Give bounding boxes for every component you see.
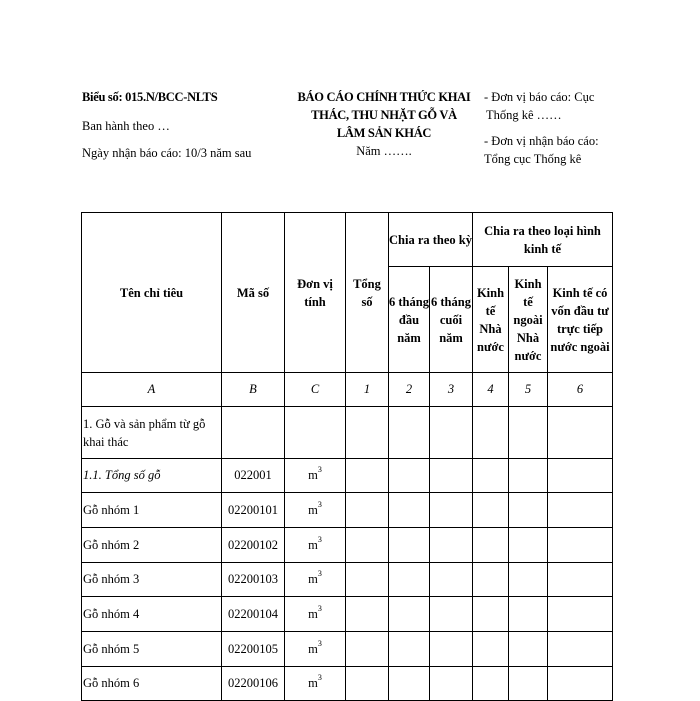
empty-cell xyxy=(473,632,509,667)
empty-cell xyxy=(346,528,389,563)
empty-cell xyxy=(473,407,509,459)
unit-superscript: 3 xyxy=(317,638,322,648)
col-group-economic-type: Chia ra theo loại hình kinh tế xyxy=(473,213,613,267)
empty-cell xyxy=(430,528,473,563)
report-title-line-3: LÂM SẢN KHÁC xyxy=(336,126,432,140)
reporting-unit-line-1: - Đơn vị báo cáo: Cục xyxy=(484,90,595,104)
empty-cell xyxy=(473,563,509,597)
row-code: 02200105 xyxy=(222,632,285,667)
col-header-fdi: Kinh tế có vốn đầu tư trực tiếp nước ngoài xyxy=(548,267,613,373)
table-row xyxy=(82,563,613,597)
empty-cell xyxy=(548,632,613,667)
empty-cell xyxy=(509,667,548,701)
unit-superscript: 3 xyxy=(317,603,322,613)
empty-cell xyxy=(509,459,548,493)
col-header-name: Tên chỉ tiêu xyxy=(82,213,222,373)
header-center xyxy=(282,88,486,160)
col-header-unit: Đơn vị tính xyxy=(285,213,346,373)
empty-cell xyxy=(548,563,613,597)
unit-superscript: 3 xyxy=(317,499,322,509)
row-name: Gỗ nhóm 4 xyxy=(82,597,222,632)
col-letter: 1 xyxy=(346,373,389,407)
row-code: 02200106 xyxy=(222,667,285,701)
form-code: Biểu số: 015.N/BCC-NLTS xyxy=(82,90,218,104)
issued-by: Ban hành theo … xyxy=(82,119,170,133)
empty-cell xyxy=(389,563,430,597)
table-row xyxy=(82,493,613,528)
empty-cell xyxy=(430,407,473,459)
row-unit xyxy=(285,493,346,528)
col-header-first-half: 6 tháng đầu năm xyxy=(389,267,430,373)
table-row xyxy=(82,459,613,493)
unit-superscript: 3 xyxy=(317,569,322,578)
report-table xyxy=(81,212,613,701)
empty-cell xyxy=(346,597,389,632)
empty-cell xyxy=(509,597,548,632)
row-name: 1.1. Tổng số gỗ xyxy=(82,459,222,493)
unit-text: m xyxy=(308,606,318,621)
header-left xyxy=(82,88,282,162)
receive-date: Ngày nhận báo cáo: 10/3 năm sau xyxy=(82,146,252,160)
col-letter: 4 xyxy=(473,373,509,407)
empty-cell xyxy=(389,597,430,632)
col-letter: B xyxy=(222,373,285,407)
row-unit xyxy=(285,528,346,563)
empty-cell xyxy=(548,667,613,701)
empty-cell xyxy=(548,528,613,563)
col-header-state: Kinh tế Nhà nước xyxy=(473,267,509,373)
report-year: Năm ……. xyxy=(356,144,412,158)
empty-cell xyxy=(389,407,430,459)
empty-cell xyxy=(430,667,473,701)
empty-cell xyxy=(509,563,548,597)
unit-text: m xyxy=(308,641,318,656)
section-row xyxy=(82,407,613,459)
empty-cell xyxy=(548,597,613,632)
header-right xyxy=(484,88,654,168)
col-header-nonstate: Kinh tế ngoài Nhà nước xyxy=(509,267,548,373)
empty-cell xyxy=(389,493,430,528)
empty-cell xyxy=(430,493,473,528)
empty-cell xyxy=(473,667,509,701)
receiving-unit-line-2: Tổng cục Thống kê xyxy=(484,152,582,166)
empty-cell xyxy=(473,597,509,632)
empty-cell xyxy=(473,528,509,563)
reporting-unit-line-2: Thống kê …… xyxy=(486,108,562,122)
row-unit xyxy=(285,667,346,701)
row-name: Gỗ nhóm 2 xyxy=(82,528,222,563)
empty-cell xyxy=(346,459,389,493)
row-code: 02200102 xyxy=(222,528,285,563)
empty-cell xyxy=(389,632,430,667)
col-letter: 3 xyxy=(430,373,473,407)
empty-cell xyxy=(346,493,389,528)
table-row xyxy=(82,528,613,563)
unit-superscript: 3 xyxy=(317,534,322,544)
row-code: 02200103 xyxy=(222,563,285,597)
empty-cell xyxy=(430,459,473,493)
col-header-second-half: 6 tháng cuối năm xyxy=(430,267,473,373)
empty-cell xyxy=(509,493,548,528)
empty-cell xyxy=(346,563,389,597)
empty-cell xyxy=(548,407,613,459)
empty-cell xyxy=(222,407,285,459)
col-letter: C xyxy=(285,373,346,407)
row-code: 02200101 xyxy=(222,493,285,528)
row-code: 022001 xyxy=(222,459,285,493)
empty-cell xyxy=(430,597,473,632)
unit-superscript: 3 xyxy=(317,465,322,474)
empty-cell xyxy=(509,407,548,459)
empty-cell xyxy=(509,632,548,667)
row-unit xyxy=(285,459,346,493)
col-header-code: Mã số xyxy=(222,213,285,373)
empty-cell xyxy=(285,407,346,459)
empty-cell xyxy=(389,528,430,563)
table-row xyxy=(82,632,613,667)
col-letter: 2 xyxy=(389,373,430,407)
empty-cell xyxy=(548,459,613,493)
col-letter: 6 xyxy=(548,373,613,407)
section-1-label: 1. Gỗ và sản phẩm từ gỗ khai thác xyxy=(82,407,222,459)
table-row xyxy=(82,667,613,701)
empty-cell xyxy=(430,632,473,667)
row-name: Gỗ nhóm 6 xyxy=(82,667,222,701)
row-unit xyxy=(285,597,346,632)
empty-cell xyxy=(430,563,473,597)
unit-text: m xyxy=(308,502,318,517)
empty-cell xyxy=(389,459,430,493)
unit-text: m xyxy=(308,537,318,552)
empty-cell xyxy=(346,667,389,701)
empty-cell xyxy=(509,528,548,563)
col-letter: A xyxy=(82,373,222,407)
report-title-line-2: THÁC, THU NHẶT GỖ VÀ xyxy=(311,108,457,122)
col-header-total: Tổng số xyxy=(346,213,389,373)
empty-cell xyxy=(346,407,389,459)
unit-text: m xyxy=(308,468,318,482)
table-row xyxy=(82,597,613,632)
col-letter: 5 xyxy=(509,373,548,407)
row-unit xyxy=(285,632,346,667)
report-title-line-1: BÁO CÁO CHÍNH THỨC KHAI xyxy=(297,90,471,104)
empty-cell xyxy=(346,632,389,667)
row-name: Gỗ nhóm 5 xyxy=(82,632,222,667)
col-group-period: Chia ra theo kỳ xyxy=(389,213,473,267)
empty-cell xyxy=(473,459,509,493)
column-letters-row xyxy=(82,373,613,407)
unit-superscript: 3 xyxy=(317,673,322,682)
row-code: 02200104 xyxy=(222,597,285,632)
empty-cell xyxy=(389,667,430,701)
empty-cell xyxy=(548,493,613,528)
row-unit xyxy=(285,563,346,597)
row-name: Gỗ nhóm 1 xyxy=(82,493,222,528)
receiving-unit-line-1: - Đơn vị nhận báo cáo: xyxy=(484,134,599,148)
unit-text: m xyxy=(308,572,318,586)
unit-text: m xyxy=(308,676,318,690)
empty-cell xyxy=(473,493,509,528)
row-name: Gỗ nhóm 3 xyxy=(82,563,222,597)
